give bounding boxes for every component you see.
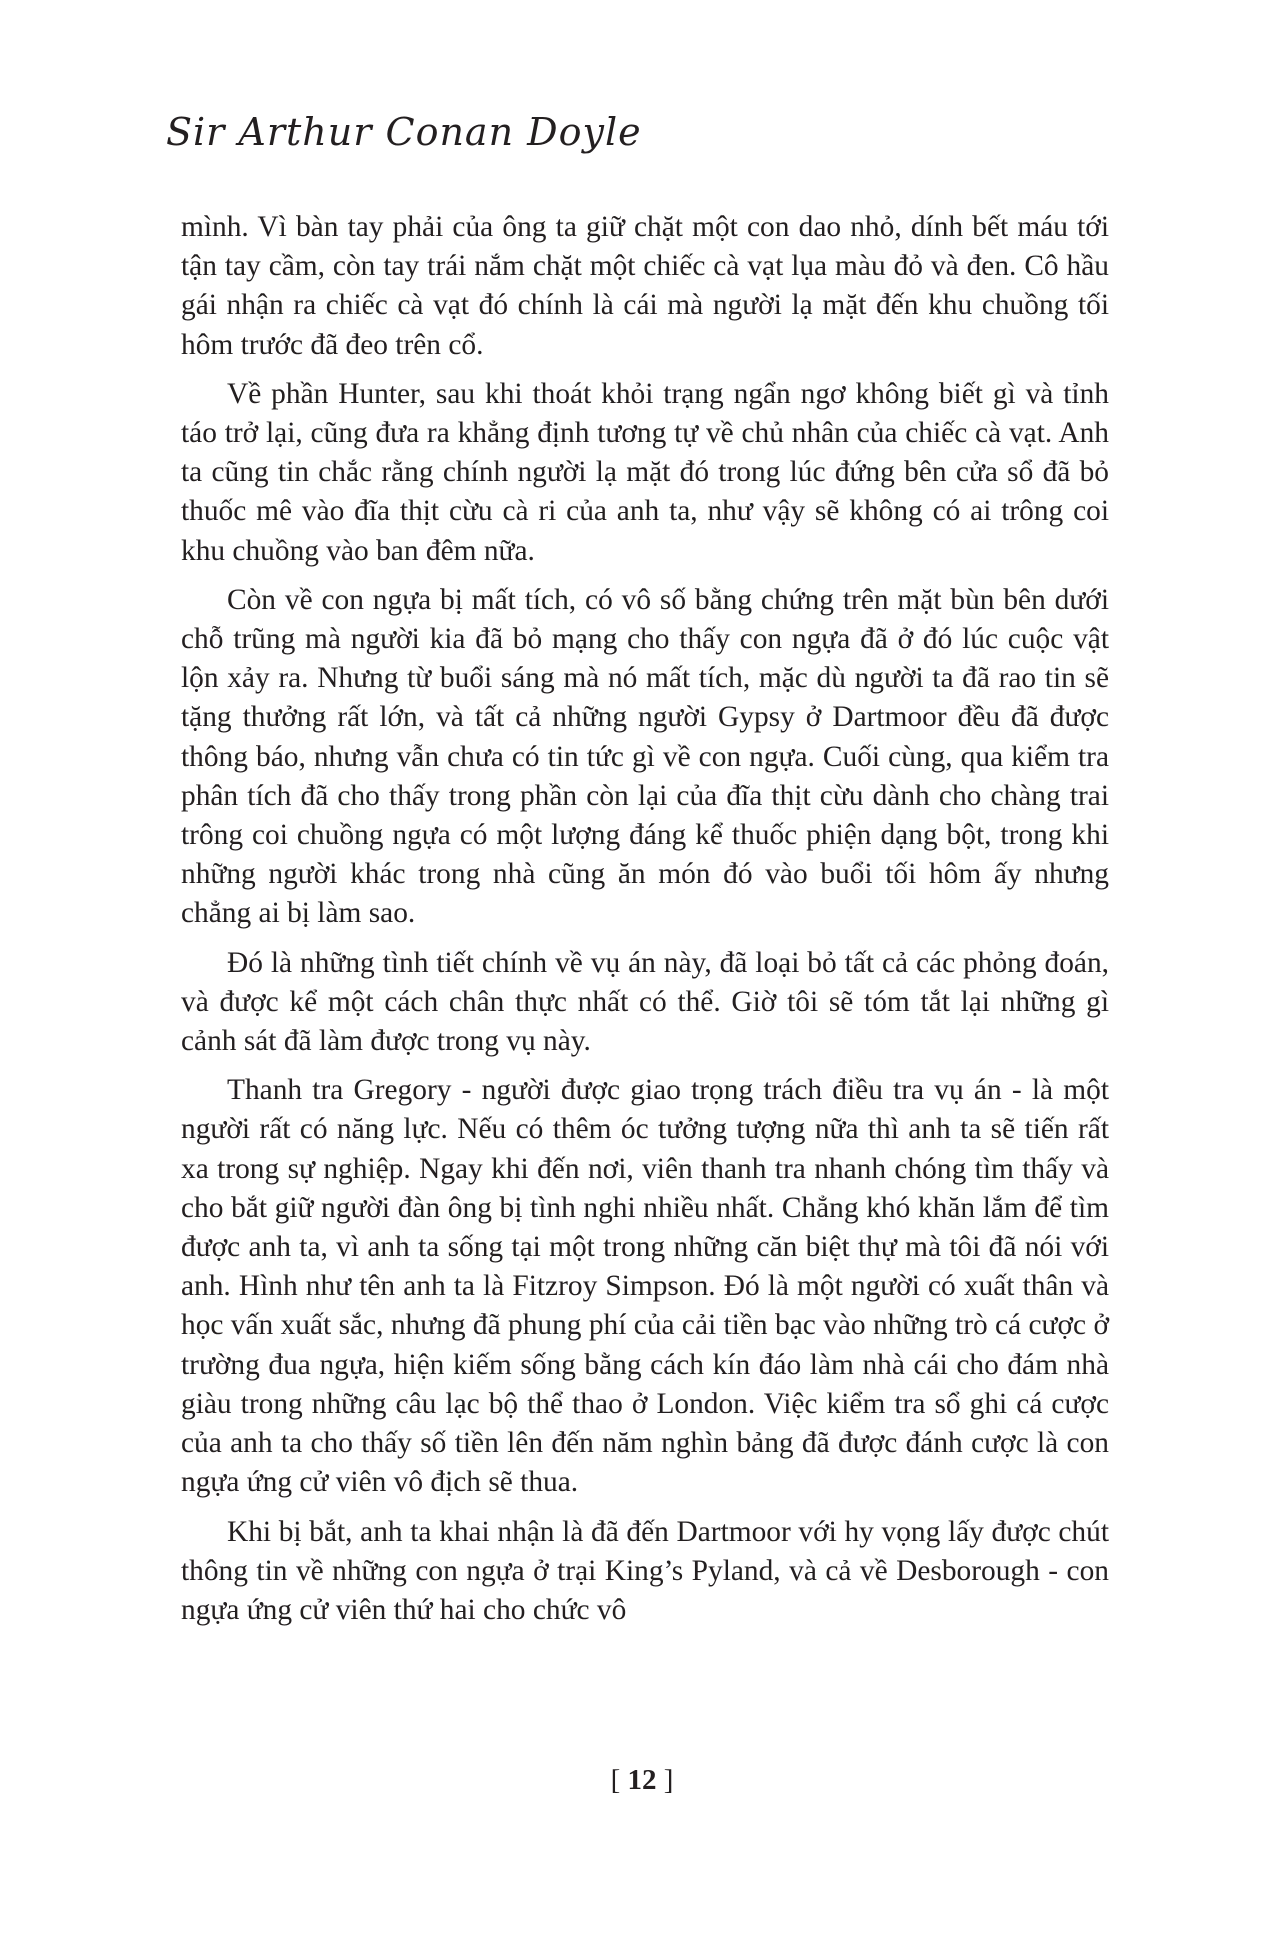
- body-text: [181, 208, 1109, 1640]
- paragraph-4: Đó là những tình tiết chính về vụ án này, đã loại bỏ tất cả các phỏng đoán, và được kể một cách chân thực nhất có thể. Giờ tôi sẽ tóm tắt lại những gì cảnh sát đã làm được trong vụ này.: [181, 946, 1109, 1058]
- page-number-value: 12: [627, 1764, 657, 1796]
- page-number: [0, 1764, 1284, 1797]
- paragraph-1: mình. Vì bàn tay phải của ông ta giữ chặt một con dao nhỏ, dính bết máu tới tận tay cầm, còn tay trái nắm chặt một chiếc cà vạt lụa màu đỏ và đen. Cô hầu gái nhận ra chiếc cà vạt đó chính là cái mà người lạ mặt đến khu chuồng tối hôm trước đã đeo trên cổ.: [181, 211, 1109, 361]
- page-number-open-bracket: [: [610, 1764, 621, 1796]
- page-number-close-bracket: ]: [663, 1764, 674, 1796]
- paragraph-6: Khi bị bắt, anh ta khai nhận là đã đến Dartmoor với hy vọng lấy được chút thông tin về những con ngựa ở trại King’s Pyland, và cả về Desborough - con ngựa ứng cử viên thứ hai cho chức vô: [181, 1515, 1109, 1626]
- paragraph-5: Thanh tra Gregory - người được giao trọng trách điều tra vụ án - là một người rất có năng lực. Nếu có thêm óc tưởng tượng nữa thì anh ta sẽ tiến rất xa trong sự nghiệp. Ngay khi đến nơi, viên thanh tra nhanh chóng tìm thấy và cho bắt giữ người đàn ông bị tình nghi nhiều nhất. Chẳng khó khăn lắm để tìm được anh ta, vì anh ta sống tại một trong những căn biệt thự mà tôi đã nói với anh. Hình như tên anh ta là Fitzroy Simpson. Đó là một người có xuất thân và học vấn xuất sắc, nhưng đã phung phí của cải tiền bạc vào những trò cá cược ở trường đua ngựa, hiện kiếm sống bằng cách kín đáo làm nhà cái cho đám nhà giàu trong những câu lạc bộ thể thao ở London. Việc kiểm tra sổ ghi cá cược của anh ta cho thấy số tiền lên đến năm nghìn bảng đã được đánh cược là con ngựa ứng cử viên vô địch sẽ thua.: [181, 1074, 1109, 1499]
- running-head-author: Sir Arthur Conan Doyle: [166, 110, 642, 154]
- paragraph-2: Về phần Hunter, sau khi thoát khỏi trạng ngẩn ngơ không biết gì và tỉnh táo trở lại, cũng đưa ra khẳng định tương tự về chủ nhân của chiếc cà vạt. Anh ta cũng tin chắc rằng chính người lạ mặt đó trong lúc đứng bên cửa sổ đã bỏ thuốc mê vào đĩa thịt cừu cà ri của anh ta, như vậy sẽ không có ai trông coi khu chuồng vào ban đêm nữa.: [181, 377, 1109, 567]
- paragraph-3: Còn về con ngựa bị mất tích, có vô số bằng chứng trên mặt bùn bên dưới chỗ trũng mà người kia đã bỏ mạng cho thấy con ngựa đã ở đó lúc cuộc vật lộn xảy ra. Nhưng từ buổi sáng mà nó mất tích, mặc dù người ta đã rao tin sẽ tặng thưởng rất lớn, và tất cả những người Gypsy ở Dartmoor đều đã được thông báo, nhưng vẫn chưa có tin tức gì về con ngựa. Cuối cùng, qua kiểm tra phân tích đã cho thấy trong phần còn lại của đĩa thịt cừu dành cho chàng trai trông coi chuồng ngựa có một lượng đáng kể thuốc phiện dạng bột, trong khi những người khác trong nhà cũng ăn món đó vào buổi tối hôm ấy nhưng chẳng ai bị làm sao.: [181, 583, 1109, 930]
